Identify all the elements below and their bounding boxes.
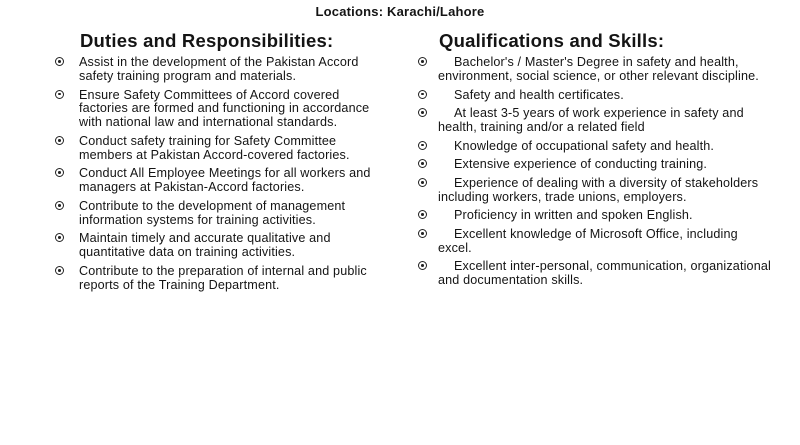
duty-item: Contribute to the development of management information systems for training activities. bbox=[52, 200, 382, 228]
bullet-icon bbox=[418, 210, 427, 219]
qualifications-heading: Qualifications and Skills: bbox=[439, 30, 665, 51]
qualifications-section bbox=[415, 30, 775, 293]
qualification-item: Proficiency in written and spoken English. bbox=[415, 209, 775, 223]
duty-item: Conduct safety training for Safety Committee members at Pakistan Accord-covered factories. bbox=[52, 135, 382, 163]
duties-list bbox=[52, 56, 382, 293]
duties-section bbox=[52, 30, 382, 297]
bullet-icon bbox=[418, 90, 427, 99]
duties-heading: Duties and Responsibilities: bbox=[80, 30, 334, 51]
bullet-icon bbox=[418, 141, 427, 150]
qualification-item: Safety and health certificates. bbox=[415, 89, 775, 103]
qualification-item: At least 3-5 years of work experience in safety and health, training and/or a related field bbox=[415, 107, 775, 135]
qualification-item: Extensive experience of conducting training. bbox=[415, 158, 775, 172]
duty-item: Assist in the development of the Pakistan Accord safety training program and materials. bbox=[52, 56, 382, 84]
bullet-icon bbox=[418, 178, 427, 187]
bullet-icon bbox=[55, 90, 64, 99]
qualification-item: Excellent knowledge of Microsoft Office, including excel. bbox=[415, 228, 775, 256]
bullet-icon bbox=[418, 229, 427, 238]
qualifications-list bbox=[415, 56, 775, 288]
bullet-icon bbox=[55, 57, 64, 66]
bullet-icon bbox=[418, 57, 427, 66]
bullet-icon bbox=[55, 136, 64, 145]
qualification-item: Excellent inter-personal, communication, organizational and documentation skills. bbox=[415, 260, 775, 288]
bullet-icon bbox=[418, 159, 427, 168]
qualification-item: Knowledge of occupational safety and health. bbox=[415, 140, 775, 154]
qualification-item: Experience of dealing with a diversity of stakeholders including workers, trade unions, employers. bbox=[415, 177, 775, 205]
locations-line: Locations: Karachi/Lahore bbox=[315, 4, 485, 19]
duty-item: Maintain timely and accurate qualitative and quantitative data on training activities. bbox=[52, 232, 382, 260]
qualification-item: Bachelor's / Master's Degree in safety and health, environment, social science, or other relevant discipline. bbox=[415, 56, 775, 84]
bullet-icon bbox=[55, 266, 64, 275]
bullet-icon bbox=[418, 108, 427, 117]
duty-item: Contribute to the preparation of internal and public reports of the Training Department. bbox=[52, 265, 382, 293]
duty-item: Ensure Safety Committees of Accord covered factories are formed and functioning in accordance with national law and international standards. bbox=[52, 89, 382, 131]
bullet-icon bbox=[55, 168, 64, 177]
bullet-icon bbox=[55, 233, 64, 242]
bullet-icon bbox=[418, 261, 427, 270]
bullet-icon bbox=[55, 201, 64, 210]
duty-item: Conduct All Employee Meetings for all workers and managers at Pakistan-Accord factories. bbox=[52, 167, 382, 195]
